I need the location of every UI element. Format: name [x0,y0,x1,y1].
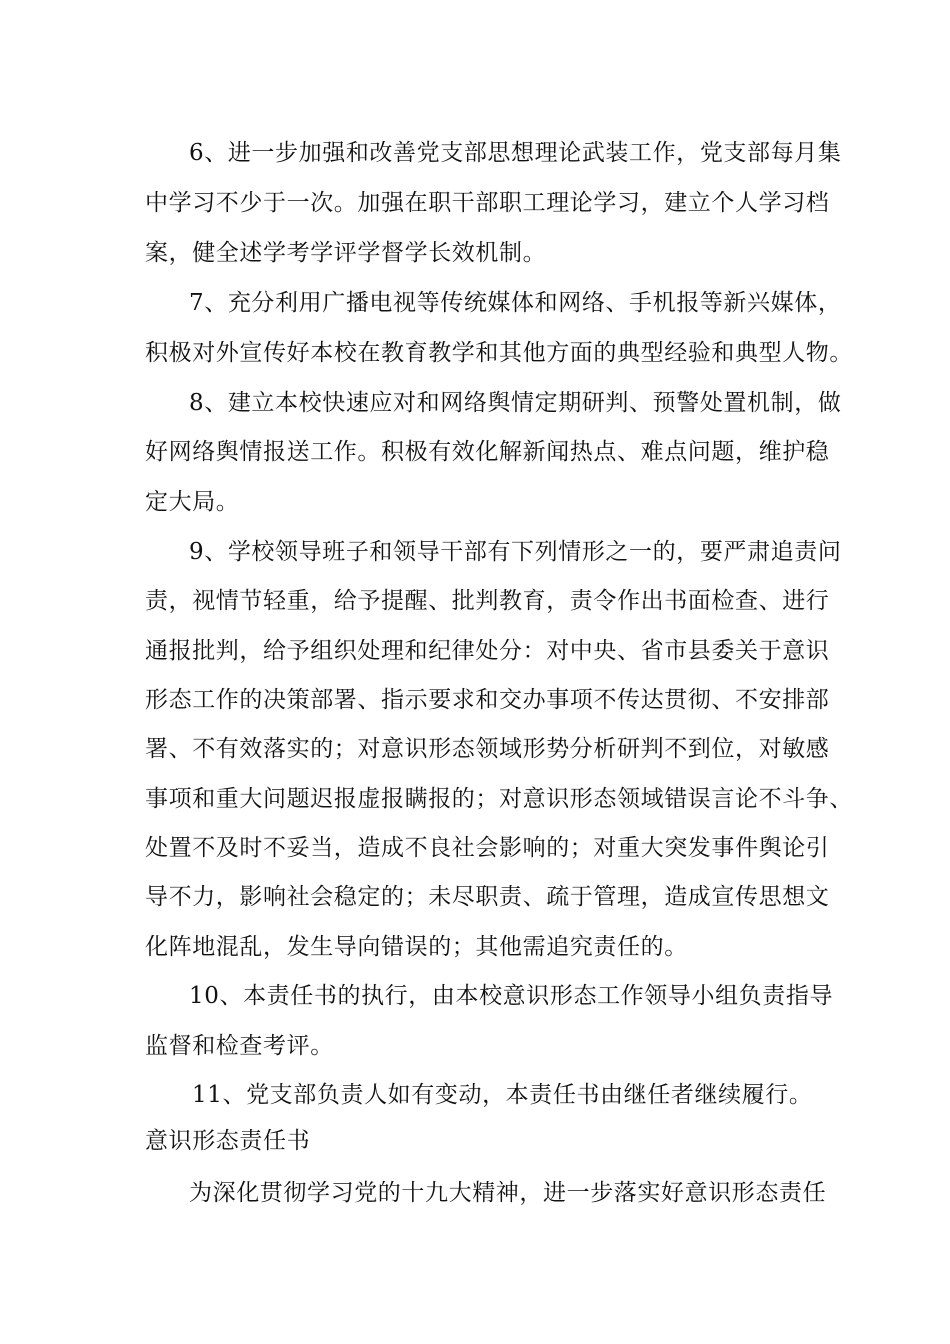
paragraph-7-line-2: 积极对外宣传好本校在教育教学和其他方面的典型经验和典型人物。 [145,340,853,366]
paragraph-8-line-3: 定大局。 [145,489,240,515]
paragraph-8-line-2: 好网络舆情报送工作。积极有效化解新闻热点、难点问题，维护稳 [145,439,830,465]
paragraph-10-line-1: 10、本责任书的执行，由本校意识形态工作领导小组负责指导 [189,983,834,1009]
paragraph-8-line-1: 8、建立本校快速应对和网络舆情定期研判、预警处置机制，做 [189,390,842,416]
paragraph-6-line-3: 案，健全述学考学评学督学长效机制。 [145,240,547,266]
paragraph-9-line-9: 化阵地混乱，发生导向错误的；其他需追究责任的。 [145,934,688,960]
section-title: 意识形态责任书 [145,1128,311,1154]
paragraph-9-line-4: 形态工作的决策部署、指示要求和交办事项不传达贯彻、不安排部 [145,687,830,713]
paragraph-10-line-2: 监督和检查考评。 [145,1033,334,1059]
paragraph-7-line-1: 7、充分利用广播电视等传统媒体和网络、手机报等新兴媒体， [189,290,842,316]
paragraph-9-line-2: 责，视情节轻重，给予提醒、批判教育，责令作出书面检查、进行 [145,588,830,614]
paragraph-6-line-2: 中学习不少于一次。加强在职干部职工理论学习，建立个人学习档 [145,190,830,216]
intro-line-1: 为深化贯彻学习党的十九大精神，进一步落实好意识形态责任 [189,1180,827,1206]
paragraph-11-line-1: 11、党支部负责人如有变动，本责任书由继任者继续履行。 [192,1082,813,1108]
paragraph-9-line-6: 事项和重大问题迟报虚报瞒报的；对意识形态领域错误言论不斗争、 [145,786,853,812]
paragraph-9-line-7: 处置不及时不妥当，造成不良社会影响的；对重大突发事件舆论引 [145,835,830,861]
paragraph-6-line-1: 6、进一步加强和改善党支部思想理论武装工作，党支部每月集 [189,140,842,166]
paragraph-9-line-5: 署、不有效落实的；对意识形态领域形势分析研判不到位，对敏感 [145,736,830,762]
paragraph-9-line-3: 通报批判，给予组织处理和纪律处分：对中央、省市县委关于意识 [145,638,830,664]
paragraph-9-line-1: 9、学校领导班子和领导干部有下列情形之一的，要严肃追责问 [189,539,842,565]
paragraph-9-line-8: 导不力，影响社会稳定的；未尽职责、疏于管理，造成宣传思想文 [145,884,830,910]
